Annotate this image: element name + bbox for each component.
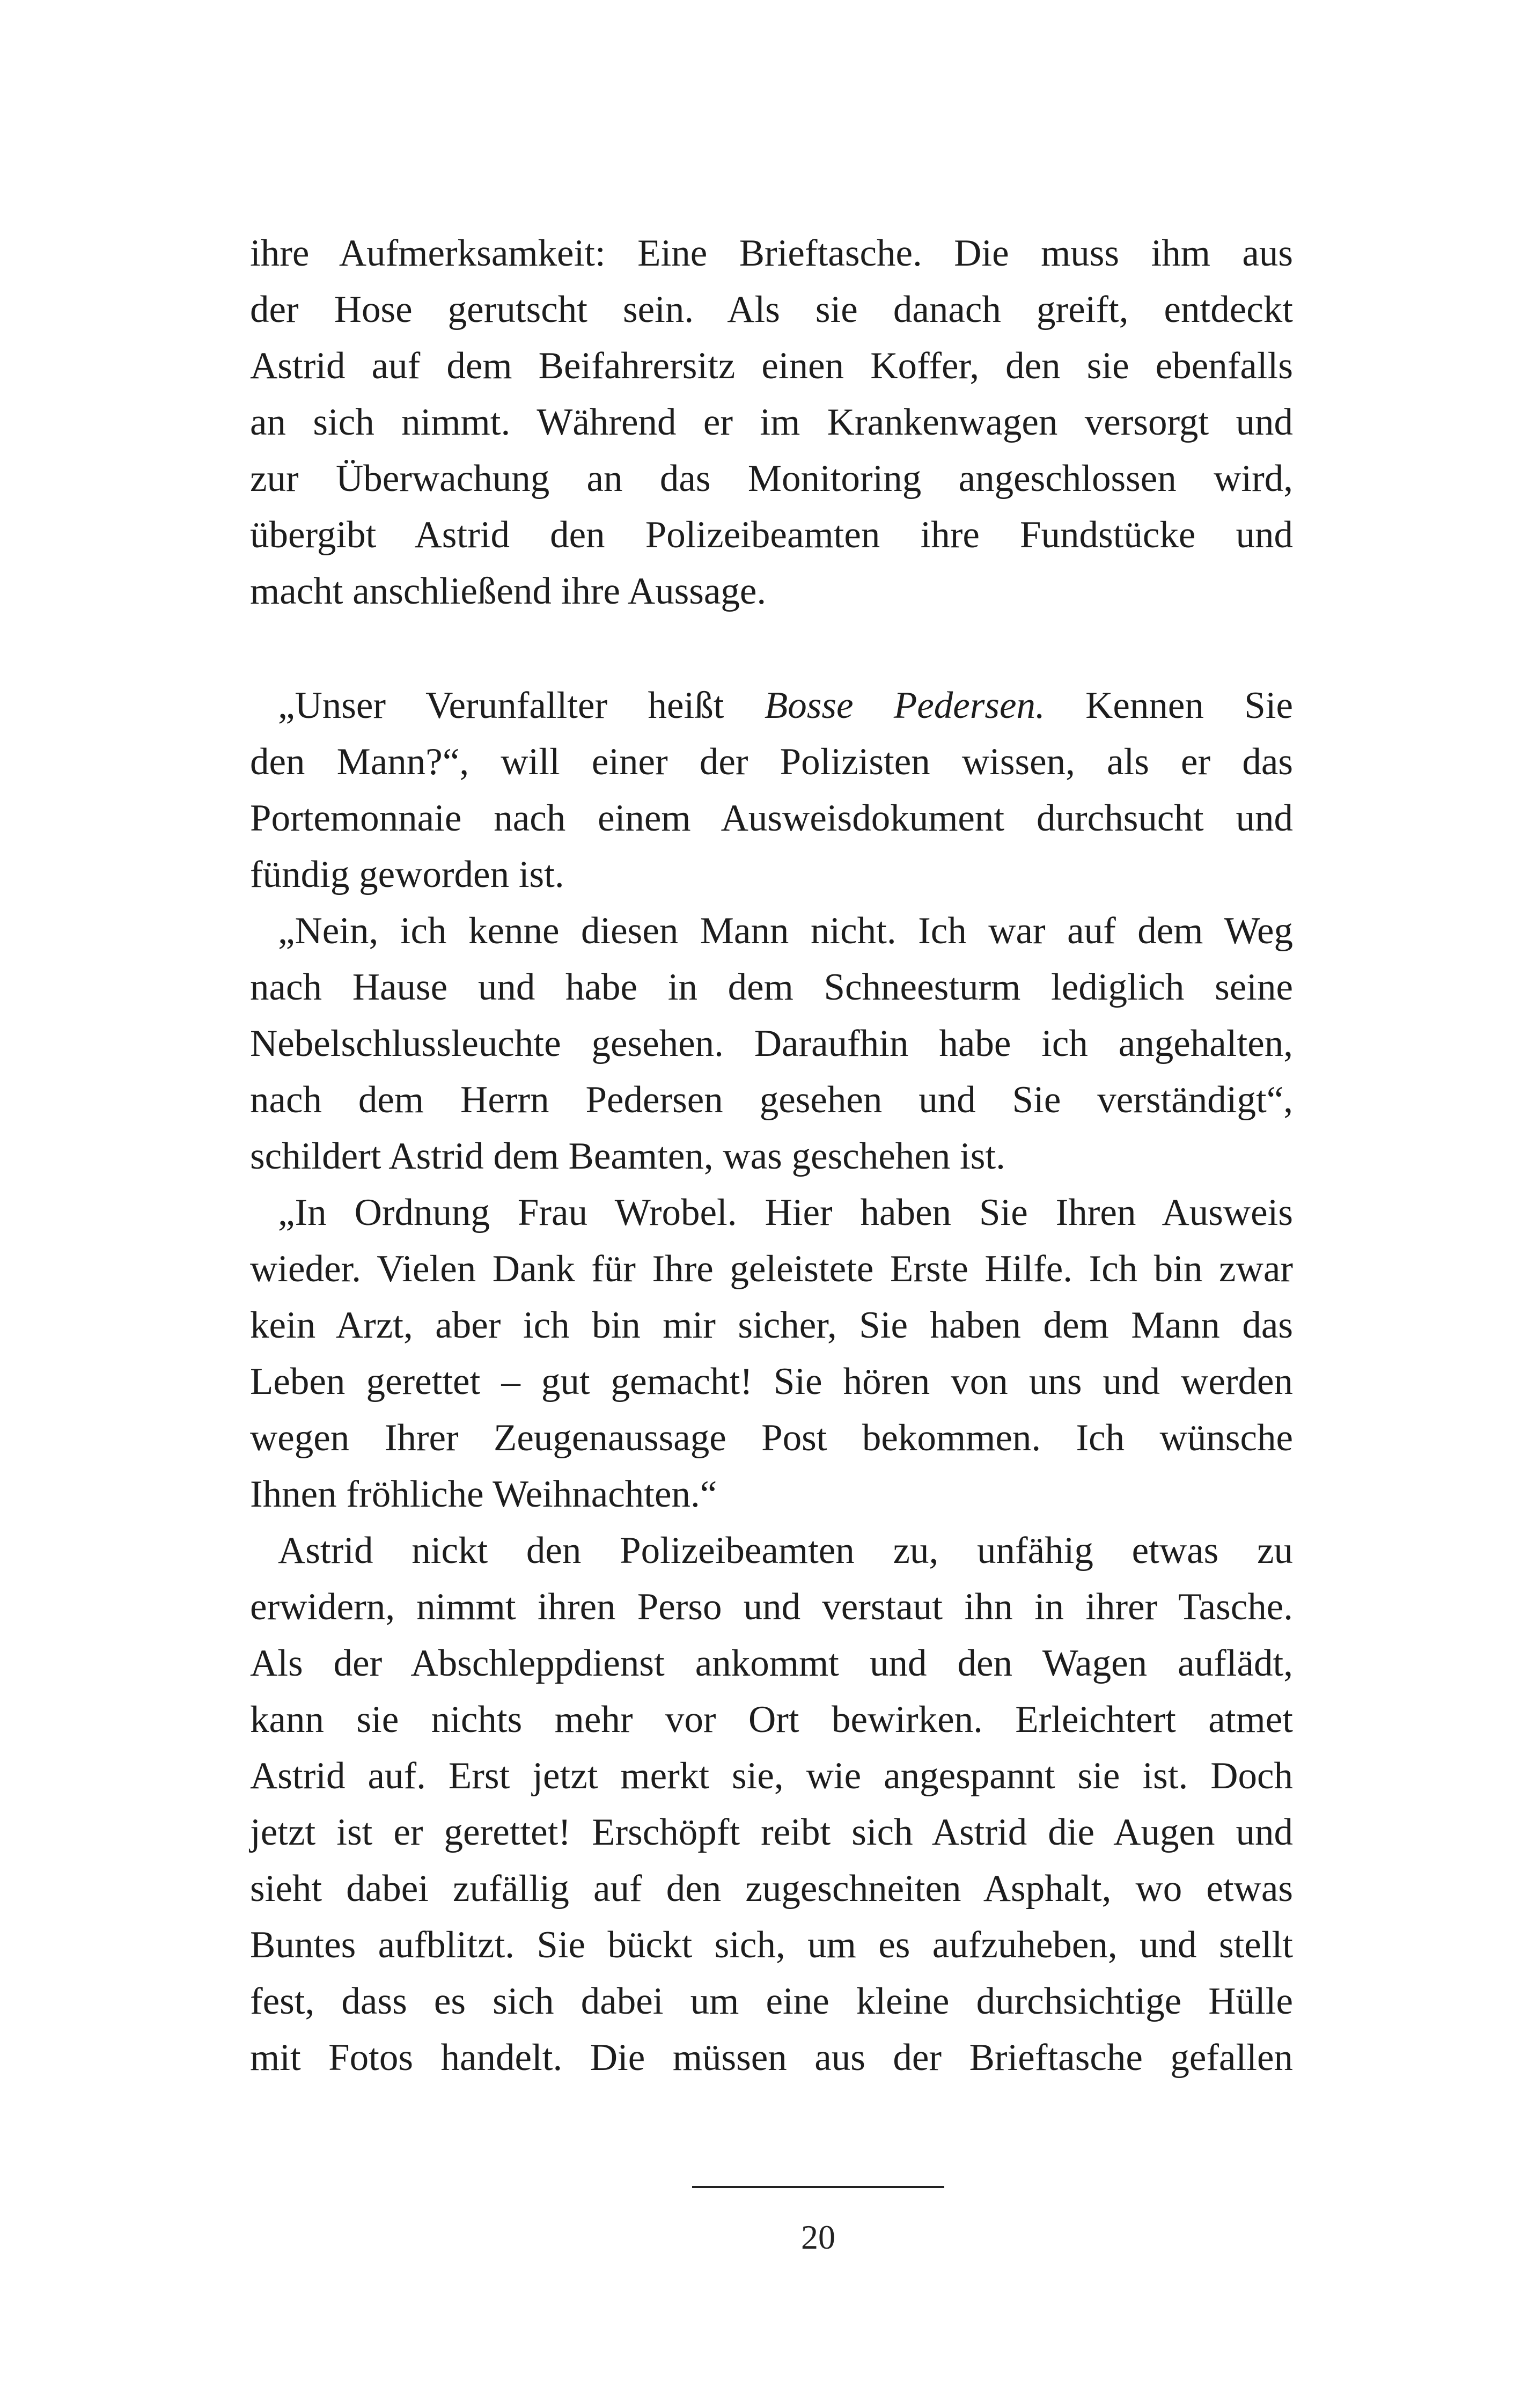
character-name-italic: Bosse Pedersen. [764,685,1045,726]
text-line: mit Fotos handelt. Die müssen aus der Brieftasche gefallen [250,2037,1293,2079]
text-line: wegen Ihrer Zeugenaussage Post bekommen. Ich wünsche [250,1417,1293,1459]
text-line: zur Überwachung an das Monitoring angeschlossen wird, [250,458,1293,500]
text-line: „Nein, ich kenne diesen Mann nicht. Ich war auf dem Weg [278,910,1293,952]
text-segment: Kennen Sie [1045,685,1294,726]
text-line: macht anschließend ihre Aussage. [250,570,767,612]
text-line: Buntes aufblitzt. Sie bückt sich, um es aufzuheben, und stellt [250,1924,1293,1966]
text-line: fest, dass es sich dabei um eine kleine durchsichtige Hülle [250,1980,1293,2022]
text-line: übergibt Astrid den Polizeibeamten ihre Fundstücke und [250,514,1293,556]
page-number: 20 [801,2218,835,2256]
text-line: Astrid auf dem Beifahrersitz einen Koffer, den sie ebenfalls [250,345,1293,387]
text-segment: „Unser Verunfallter heißt [278,685,765,726]
footer-divider [692,2186,944,2188]
text-line: sieht dabei zufällig auf den zugeschneiten Asphalt, wo etwas [250,1868,1293,1910]
body-text [250,225,1293,2086]
text-line: ihre Aufmerksamkeit: Eine Brieftasche. Die muss ihm aus [250,232,1293,274]
text-line: schildert Astrid dem Beamten, was geschehen ist. [250,1135,1005,1177]
text-line: wieder. Vielen Dank für Ihre geleistete Erste Hilfe. Ich bin zwar [250,1248,1293,1290]
text-line: Als der Abschleppdienst ankommt und den Wagen auflädt, [250,1642,1293,1684]
text-line: an sich nimmt. Während er im Krankenwagen versorgt und [250,401,1293,443]
text-line: erwidern, nimmt ihren Perso und verstaut ihn in ihrer Tasche. [250,1586,1293,1628]
paragraph [250,225,1293,620]
text-line: fündig geworden ist. [250,854,564,895]
paragraph [250,903,1293,1185]
text-line: Portemonnaie nach einem Ausweisdokument durchsucht und [250,797,1293,839]
paragraph [250,1185,1293,1523]
text-line: Ihnen fröhliche Weihnachten.“ [250,1473,717,1515]
text-line: Leben gerettet – gut gemacht! Sie hören von uns und werden [250,1361,1293,1403]
text-line: der Hose gerutscht sein. Als sie danach greift, entdeckt [250,289,1293,331]
text-line: jetzt ist er gerettet! Erschöpft reibt sich Astrid die Augen und [250,1811,1293,1853]
text-line: kein Arzt, aber ich bin mir sicher, Sie haben dem Mann das [250,1304,1293,1346]
paragraph-spacer [250,620,1293,678]
text-line: Astrid nickt den Polizeibeamten zu, unfähig etwas zu [278,1530,1293,1572]
text-line: nach Hause und habe in dem Schneesturm lediglich seine [250,966,1293,1008]
text-line: „In Ordnung Frau Wrobel. Hier haben Sie Ihren Ausweis [278,1192,1293,1234]
text-line: kann sie nichts mehr vor Ort bewirken. Erleichtert atmet [250,1699,1293,1741]
paragraph [250,1523,1293,2086]
text-line [250,678,1293,734]
text-line: Astrid auf. Erst jetzt merkt sie, wie angespannt sie ist. Doch [250,1755,1293,1797]
paragraph [250,678,1293,903]
text-line: nach dem Herrn Pedersen gesehen und Sie verständigt“, [250,1079,1293,1121]
text-line: Nebelschlussleuchte gesehen. Daraufhin habe ich angehalten, [250,1023,1293,1064]
text-line: den Mann?“, will einer der Polizisten wissen, als er das [250,741,1293,783]
